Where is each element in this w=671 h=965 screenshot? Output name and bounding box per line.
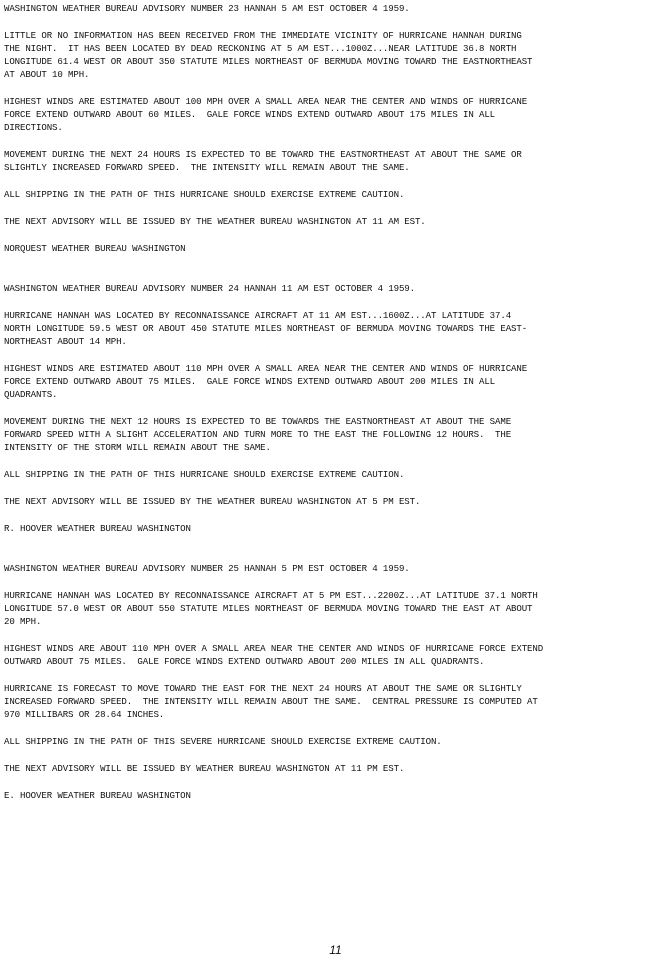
advisory-signature: E. HOOVER WEATHER BUREAU WASHINGTON xyxy=(4,790,191,801)
advisory-paragraph: ALL SHIPPING IN THE PATH OF THIS HURRICANE SHOULD EXERCISE EXTREME CAUTION. xyxy=(4,469,405,480)
advisory-heading: WASHINGTON WEATHER BUREAU ADVISORY NUMBER 24 HANNAH 11 AM EST OCTOBER 4 1959. xyxy=(4,283,415,294)
advisory-paragraph: HURRICANE IS FORECAST TO MOVE TOWARD THE EAST FOR THE NEXT 24 HOURS AT ABOUT THE SAME OR SLIGHTLY INCREASED FORWARD SPEED. THE INTENSITY WILL REMAIN ABOUT THE SAME. CENTRAL PRESSURE IS COMPUTED AT 970 MILLIBARS OR 28.64 INCHES. xyxy=(4,683,538,720)
advisory-signature: R. HOOVER WEATHER BUREAU WASHINGTON xyxy=(4,523,191,534)
advisory-heading: WASHINGTON WEATHER BUREAU ADVISORY NUMBER 23 HANNAH 5 AM EST OCTOBER 4 1959. xyxy=(4,3,410,14)
advisory-paragraph: HURRICANE HANNAH WAS LOCATED BY RECONNAISSANCE AIRCRAFT AT 5 PM EST...2200Z...AT LATITUDE 37.1 NORTH LONGITUDE 57.0 WEST OR ABOUT 550 STATUTE MILES NORTHEAST OF BERMUDA MOVING TOWARD THE EAST AT ABOUT 20 MPH. xyxy=(4,590,538,627)
page-number: 11 xyxy=(329,943,342,957)
advisory-paragraph: LITTLE OR NO INFORMATION HAS BEEN RECEIVED FROM THE IMMEDIATE VICINITY OF HURRICANE HANNAH DURING THE NIGHT. IT HAS BEEN LOCATED BY DEAD RECKONING AT 5 AM EST...1000Z...NEAR LATITUDE 36.8 NORTH LONGITUDE 61.4 WEST OR ABOUT 350 STATUTE MILES NORTHEAST OF BERMUDA MOVING TOWARD THE EASTNORTHEAST AT ABOUT 10 MPH. xyxy=(4,30,533,80)
advisory-paragraph: MOVEMENT DURING THE NEXT 24 HOURS IS EXPECTED TO BE TOWARD THE EASTNORTHEAST AT ABOUT THE SAME OR SLIGHTLY INCREASED FORWARD SPEED. THE INTENSITY WILL REMAIN ABOUT THE SAME. xyxy=(4,149,522,173)
advisory-24 xyxy=(4,282,666,535)
advisory-paragraph: THE NEXT ADVISORY WILL BE ISSUED BY WEATHER BUREAU WASHINGTON AT 11 PM EST. xyxy=(4,763,405,774)
advisory-paragraph: HIGHEST WINDS ARE ESTIMATED ABOUT 110 MPH OVER A SMALL AREA NEAR THE CENTER AND WINDS OF HURRICANE FORCE EXTEND OUTWARD ABOUT 75 MILES. GALE FORCE WINDS EXTEND OUTWARD ABOUT 200 MILES IN ALL QUADRANTS. xyxy=(4,363,528,400)
advisory-paragraph: MOVEMENT DURING THE NEXT 12 HOURS IS EXPECTED TO BE TOWARDS THE EASTNORTHEAST AT ABOUT THE SAME FORWARD SPEED WITH A SLIGHT ACCELERATION AND TURN MORE TO THE EAST THE FOLLOWING 12 HOURS. THE INTENSITY OF THE STORM WILL REMAIN ABOUT THE SAME. xyxy=(4,416,512,453)
advisory-signature: NORQUEST WEATHER BUREAU WASHINGTON xyxy=(4,243,186,254)
advisory-paragraph: ALL SHIPPING IN THE PATH OF THIS HURRICANE SHOULD EXERCISE EXTREME CAUTION. xyxy=(4,189,405,200)
advisory-paragraph: ALL SHIPPING IN THE PATH OF THIS SEVERE HURRICANE SHOULD EXERCISE EXTREME CAUTION. xyxy=(4,736,442,747)
advisory-heading: WASHINGTON WEATHER BUREAU ADVISORY NUMBER 25 HANNAH 5 PM EST OCTOBER 4 1959. xyxy=(4,563,410,574)
advisory-23 xyxy=(4,2,666,255)
advisory-25 xyxy=(4,562,666,802)
advisory-paragraph: HURRICANE HANNAH WAS LOCATED BY RECONNAISSANCE AIRCRAFT AT 11 AM EST...1600Z...AT LATITUDE 37.4 NORTH LONGITUDE 59.5 WEST OR ABOUT 450 STATUTE MILES NORTHEAST OF BERMUDA MOVING TOWARDS THE EAST- NORTHEAST ABOUT 14 MPH. xyxy=(4,310,528,347)
advisory-paragraph: HIGHEST WINDS ARE ESTIMATED ABOUT 100 MPH OVER A SMALL AREA NEAR THE CENTER AND WINDS OF HURRICANE FORCE EXTEND OUTWARD ABOUT 60 MILES. GALE FORCE WINDS EXTEND OUTWARD ABOUT 175 MILES IN ALL DIRECTIONS. xyxy=(4,96,528,133)
document-page xyxy=(4,0,666,930)
advisory-paragraph: HIGHEST WINDS ARE ABOUT 110 MPH OVER A SMALL AREA NEAR THE CENTER AND WINDS OF HURRICANE FORCE EXTEND OUTWARD ABOUT 75 MILES. GALE FORCE WINDS EXTEND OUTWARD ABOUT 200 MILES IN ALL QUADRANTS. xyxy=(4,643,544,667)
advisory-paragraph: THE NEXT ADVISORY WILL BE ISSUED BY THE WEATHER BUREAU WASHINGTON AT 5 PM EST. xyxy=(4,496,421,507)
advisory-paragraph: THE NEXT ADVISORY WILL BE ISSUED BY THE WEATHER BUREAU WASHINGTON AT 11 AM EST. xyxy=(4,216,426,227)
